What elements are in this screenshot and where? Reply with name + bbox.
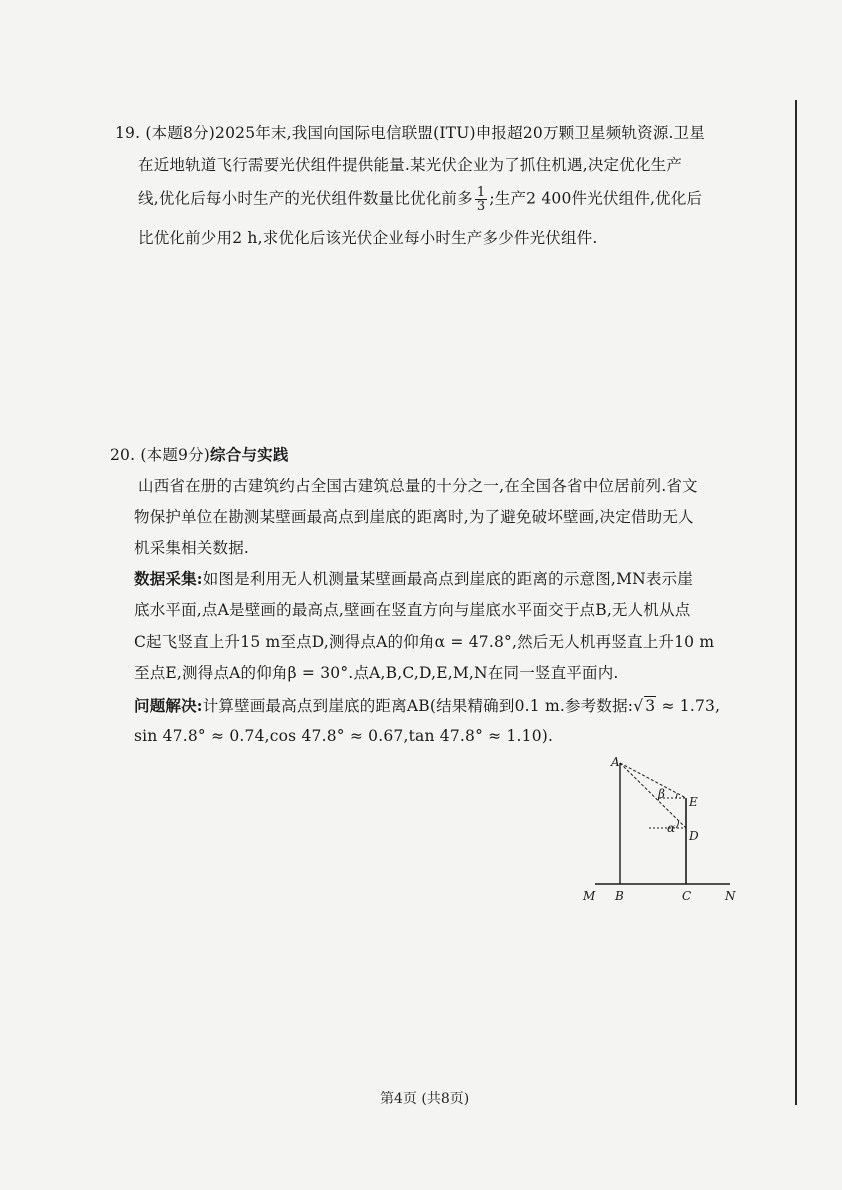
- q20-solve1-post: ≈ 1.73,: [656, 697, 721, 715]
- q20-solve1: 问题解决:计算壁画最高点到崖底的距离AB(结果精确到0.1 m.参考数据:√ 3 ≈ 1.73,: [134, 696, 721, 715]
- q20-header-title: 综合与实践: [210, 445, 289, 464]
- label-n: N: [725, 889, 736, 903]
- q20-data2: 底水平面,点A是壁画的最高点,壁画在竖直方向与崖底水平面交于点B,无人机从点: [134, 601, 691, 619]
- q20-header: [110, 443, 289, 465]
- q20-header-number: 20. (本题9分): [110, 446, 211, 464]
- drone-measurement-figure: [575, 750, 755, 910]
- q20-intro1: 山西省在册的古建筑约占全国古建筑总量的十分之一,在全国各省中位居前列.省文: [138, 477, 698, 495]
- problem-solving-label: 问题解决:: [134, 696, 203, 715]
- sight-line-ae: [620, 763, 686, 798]
- angle-arc-alpha: [676, 821, 679, 828]
- fraction-numerator: 1: [476, 185, 486, 200]
- q20-intro2: 物保护单位在勘测某壁画最高点到崖底的距离时,为了避免破坏壁画,决定借助无人: [134, 508, 694, 526]
- label-b: B: [615, 889, 624, 903]
- fraction-one-third: [475, 186, 487, 213]
- page-margin-rule: [795, 100, 797, 1105]
- q19-line3-pre: 线,优化后每小时生产的光伏组件数量比优化前多: [138, 189, 473, 208]
- sight-line-ad: [620, 763, 686, 828]
- q19-line3-post: ;生产2 400件光伏组件,优化后: [489, 189, 703, 208]
- q20-data1-text: 如图是利用无人机测量某壁画最高点到崖底的距离的示意图,MN表示崖: [202, 570, 693, 588]
- q19-line4: 比优化前少用2 h,求优化后该光伏企业每小时生产多少件光伏组件.: [138, 229, 598, 247]
- sqrt-radicand: 3: [645, 697, 656, 715]
- label-d: D: [689, 829, 699, 843]
- label-a: A: [611, 755, 620, 769]
- fraction-denominator: 3: [476, 199, 486, 214]
- label-e: E: [689, 795, 698, 809]
- label-alpha: α: [667, 821, 676, 835]
- q20-intro3: 机采集相关数据.: [134, 539, 250, 557]
- angle-arc-beta: [676, 794, 677, 799]
- q20-data3: C起飞竖直上升15 m至点D,测得点A的仰角α = 47.8°,然后无人机再竖直上升10 m: [134, 633, 715, 651]
- q19-line3: [138, 186, 702, 213]
- page-footer: 第4页 (共8页): [380, 1091, 470, 1107]
- q20-data1: [134, 567, 693, 589]
- q20-solve1-pre: 计算壁画最高点到崖底的距离AB(结果精确到0.1 m.参考数据:: [202, 697, 634, 715]
- data-collection-label: 数据采集:: [134, 569, 203, 588]
- label-beta: β: [658, 787, 665, 801]
- q20-solve2: sin 47.8° ≈ 0.74,cos 47.8° ≈ 0.67,tan 47.8° ≈ 1.10).: [134, 727, 554, 745]
- q19-line1: 19. (本题8分)2025年末,我国向国际电信联盟(ITU)申报超20万颗卫星频轨资源.卫星: [115, 124, 706, 142]
- label-m: M: [583, 889, 596, 903]
- q20-data4: 至点E,测得点A的仰角β = 30°.点A,B,C,D,E,M,N在同一竖直平面内.: [134, 664, 619, 682]
- label-c: C: [682, 889, 692, 903]
- q19-line2: 在近地轨道飞行需要光伏组件提供能量.某光伏企业为了抓住机遇,决定优化生产: [138, 156, 683, 174]
